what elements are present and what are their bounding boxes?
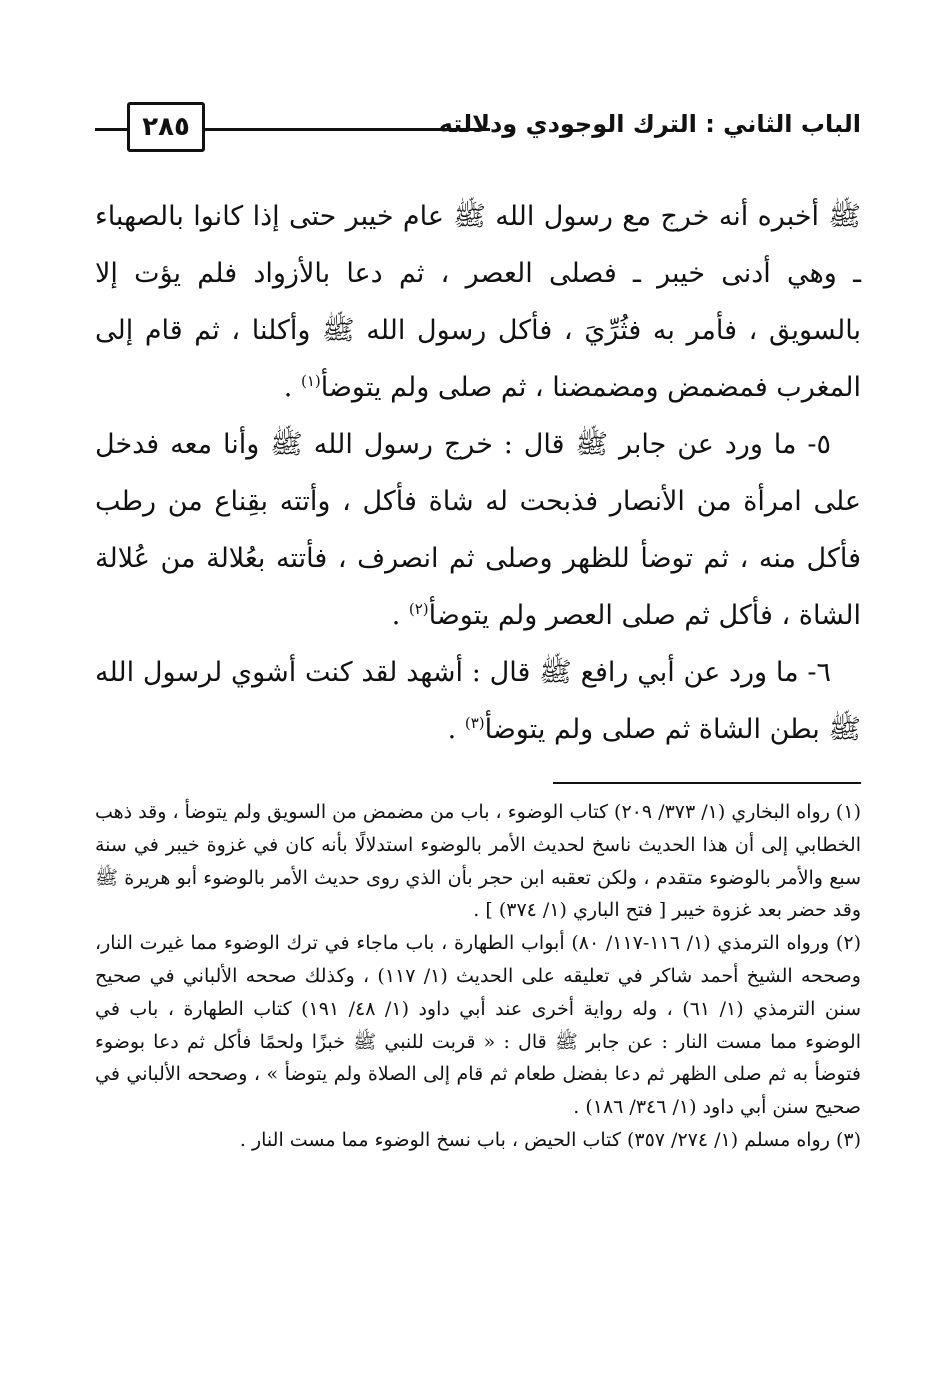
page-number-box [127, 102, 205, 152]
paragraph-continued [95, 188, 861, 416]
paragraph-end: . [283, 372, 301, 403]
footnote-3: (٣) رواه مسلم (١/ ٢٧٤/ ٣٥٧) كتاب الحيض ، باب نسخ الوضوء مما مست النار . [239, 1128, 861, 1151]
header-rule-left [95, 128, 127, 131]
paragraph-item-5 [95, 416, 861, 644]
page-number: ٢٨٥ [142, 112, 190, 142]
paragraph-end: . [447, 714, 465, 745]
paragraph-text: ٥- ما ورد عن جابر ﷺ قال : خرج رسول الله ﷺ وأنا معه فدخل على امرأة من الأنصار فذبحت له شاة فأكل ، وأتته بقِناع من رطب فأكل منه ، ثم توضأ للظهر وصلى ثم انصرف ، فأتته بعُلالة من عُلالة الشاة ، فأكل ثم صلى العصر ولم يتوضأ [95, 429, 861, 631]
paragraph-end: . [391, 600, 409, 631]
footnote-ref[interactable]: (٢) [408, 600, 429, 618]
paragraph-text: ٦- ما ورد عن أبي رافع ﷺ قال : أشهد لقد كنت أشوي لرسول الله ﷺ بطن الشاة ثم صلى ولم يتوضأ [95, 657, 861, 745]
chapter-title: الباب الثاني : الترك الوجودي ودلالته [438, 110, 861, 138]
paragraph-text: ﷺ أخبره أنه خرج مع رسول الله ﷺ عام خيبر حتى إذا كانوا بالصهباء ـ وهي أدنى خيبر ـ فصلى العصر ، ثم دعا بالأزواد فلم يؤت إلا بالسويق ، فأمر به فثُرِّيَ ، فأكل رسول الله ﷺ وأكلنا ، ثم قام إلى المغرب فمضمض ومضمضنا ، ثم صلى ولم يتوضأ [95, 201, 861, 403]
main-text [95, 188, 861, 758]
footnote-ref[interactable]: (٣) [464, 714, 485, 732]
footnote-1: (١) رواه البخاري (١/ ٣٧٣/ ٢٠٩) كتاب الوضوء ، باب من مضمض من السويق ولم يتوضأ ، وقد ذهب الخطابي إلى أن هذا الحديث ناسخ لحديث الأمر بالوضوء استدلالًا بأنه كان في غزوة خيبر في سنة سبع والأمر بالوضوء متقدم ، ولكن تعقبه ابن حجر بأن الذي روى حديث الأمر بالوضوء أبو هريرة ﷺ وقد حضر بعد غزوة خيبر [ فتح الباري (١/ ٣٧٤) ] . [95, 801, 861, 922]
footnote-2: (٢) ورواه الترمذي (١/ ١١٦-١١٧/ ٨٠) أبواب الطهارة ، باب ماجاء في ترك الوضوء مما غيرت النار، وصححه الشيخ أحمد شاكر في تعليقه على الحديث (١/ ١١٧) ، وكذلك صححه الألباني في صحيح سنن الترمذي (١/ ٦١) ، وله رواية أخرى عند أبي داود (١/ ٤٨/ ١٩١) كتاب الطهارة ، باب في الوضوء مما مست النار : عن جابر ﷺ قال : « قربت للنبي ﷺ خبزًا ولحمًا فأكل ثم دعا بوضوء فتوضأ به ثم صلى الظهر ثم دعا بفضل طعام ثم قام إلى الصلاة ولم يتوضأ » ، وصححه الألباني في صحيح سنن أبي داود (١/ ٣٤٦/ ١٨٦) . [95, 932, 862, 1119]
running-header [95, 92, 861, 160]
footnotes [95, 796, 861, 1157]
paragraph-item-6 [95, 644, 861, 758]
footnote-separator [553, 782, 861, 784]
footnote-ref[interactable]: (١) [300, 372, 321, 390]
